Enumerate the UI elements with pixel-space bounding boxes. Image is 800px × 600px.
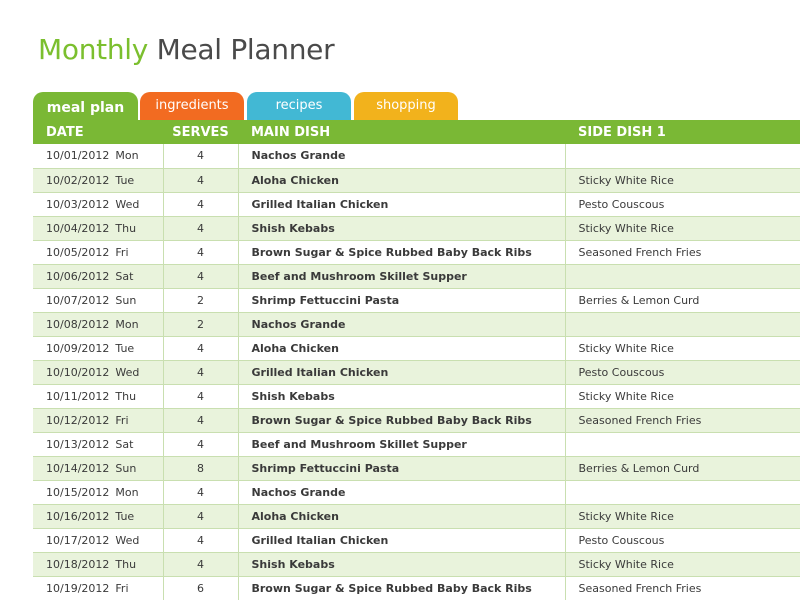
day-of-week: Tue bbox=[115, 173, 135, 187]
date-cell[interactable] bbox=[33, 264, 163, 288]
main-dish-cell[interactable]: Beef and Mushroom Skillet Supper bbox=[238, 264, 565, 288]
page-title-monthly: Monthly bbox=[38, 33, 149, 66]
serves-cell[interactable]: 6 bbox=[163, 576, 238, 600]
main-dish-cell[interactable]: Shrimp Fettuccini Pasta bbox=[238, 288, 565, 312]
date-value: 10/16/2012 bbox=[46, 509, 110, 523]
date-value: 10/14/2012 bbox=[46, 461, 110, 475]
serves-cell[interactable]: 2 bbox=[163, 312, 238, 336]
tab-ingredients[interactable]: ingredients bbox=[140, 92, 244, 120]
date-cell[interactable] bbox=[33, 456, 163, 480]
date-cell[interactable] bbox=[33, 216, 163, 240]
page-title bbox=[38, 30, 334, 70]
date-cell[interactable] bbox=[33, 168, 163, 192]
column-header-serves[interactable]: SERVES bbox=[163, 120, 238, 144]
table-row bbox=[33, 264, 800, 288]
date-cell[interactable] bbox=[33, 384, 163, 408]
date-cell[interactable] bbox=[33, 192, 163, 216]
serves-cell[interactable]: 4 bbox=[163, 216, 238, 240]
table-row bbox=[33, 336, 800, 360]
table-row bbox=[33, 192, 800, 216]
day-of-week: Fri bbox=[115, 245, 129, 259]
date-cell[interactable] bbox=[33, 312, 163, 336]
day-of-week: Tue bbox=[115, 341, 135, 355]
table-row bbox=[33, 384, 800, 408]
main-dish-cell[interactable]: Grilled Italian Chicken bbox=[238, 360, 565, 384]
date-cell[interactable] bbox=[33, 144, 163, 168]
day-of-week: Mon bbox=[115, 149, 139, 163]
column-header-side-dish-1[interactable]: SIDE DISH 1 bbox=[565, 120, 800, 144]
page-title-meal-planner: Meal Planner bbox=[156, 33, 335, 66]
side-dish-cell[interactable]: Sticky White Rice bbox=[565, 216, 800, 240]
main-dish-cell[interactable]: Aloha Chicken bbox=[238, 336, 565, 360]
column-header-main-dish[interactable]: MAIN DISH bbox=[238, 120, 565, 144]
side-dish-cell[interactable] bbox=[565, 144, 800, 168]
side-dish-cell[interactable]: Sticky White Rice bbox=[565, 384, 800, 408]
main-dish-cell[interactable]: Shish Kebabs bbox=[238, 216, 565, 240]
serves-cell[interactable]: 4 bbox=[163, 408, 238, 432]
date-cell[interactable] bbox=[33, 408, 163, 432]
table-row bbox=[33, 216, 800, 240]
day-of-week: Thu bbox=[115, 389, 137, 403]
side-dish-cell[interactable]: Sticky White Rice bbox=[565, 168, 800, 192]
day-of-week: Wed bbox=[115, 197, 140, 211]
date-cell[interactable] bbox=[33, 528, 163, 552]
date-cell[interactable] bbox=[33, 240, 163, 264]
serves-cell[interactable]: 2 bbox=[163, 288, 238, 312]
table-row bbox=[33, 432, 800, 456]
table-header-row bbox=[33, 120, 800, 144]
date-value: 10/03/2012 bbox=[46, 197, 110, 211]
main-dish-cell[interactable]: Shrimp Fettuccini Pasta bbox=[238, 456, 565, 480]
date-cell[interactable] bbox=[33, 504, 163, 528]
main-dish-cell[interactable]: Brown Sugar & Spice Rubbed Baby Back Ribs bbox=[238, 408, 565, 432]
date-value: 10/04/2012 bbox=[46, 221, 110, 235]
table-row bbox=[33, 528, 800, 552]
main-dish-cell[interactable]: Aloha Chicken bbox=[238, 504, 565, 528]
side-dish-cell[interactable]: Sticky White Rice bbox=[565, 336, 800, 360]
date-value: 10/01/2012 bbox=[46, 149, 110, 163]
day-of-week: Wed bbox=[115, 365, 140, 379]
table-row bbox=[33, 288, 800, 312]
main-dish-cell[interactable]: Shish Kebabs bbox=[238, 384, 565, 408]
serves-cell[interactable]: 4 bbox=[163, 264, 238, 288]
date-value: 10/17/2012 bbox=[46, 533, 110, 547]
date-value: 10/11/2012 bbox=[46, 389, 110, 403]
date-value: 10/02/2012 bbox=[46, 173, 110, 187]
side-dish-cell[interactable]: Seasoned French Fries bbox=[565, 576, 800, 600]
date-value: 10/13/2012 bbox=[46, 437, 110, 451]
serves-cell[interactable]: 4 bbox=[163, 360, 238, 384]
day-of-week: Thu bbox=[115, 221, 137, 235]
table-row bbox=[33, 408, 800, 432]
side-dish-cell[interactable] bbox=[565, 432, 800, 456]
day-of-week: Sat bbox=[115, 437, 134, 451]
day-of-week: Sat bbox=[115, 269, 134, 283]
serves-cell[interactable]: 4 bbox=[163, 336, 238, 360]
meal-plan-table bbox=[33, 120, 800, 600]
side-dish-cell[interactable]: Sticky White Rice bbox=[565, 504, 800, 528]
main-dish-cell[interactable]: Brown Sugar & Spice Rubbed Baby Back Ribs bbox=[238, 576, 565, 600]
side-dish-cell[interactable] bbox=[565, 480, 800, 504]
date-cell[interactable] bbox=[33, 480, 163, 504]
date-value: 10/07/2012 bbox=[46, 293, 110, 307]
table-row bbox=[33, 456, 800, 480]
date-value: 10/18/2012 bbox=[46, 557, 110, 571]
side-dish-cell[interactable]: Pesto Couscous bbox=[565, 192, 800, 216]
side-dish-cell[interactable]: Sticky White Rice bbox=[565, 552, 800, 576]
table-row bbox=[33, 552, 800, 576]
day-of-week: Tue bbox=[115, 509, 135, 523]
serves-cell[interactable]: 4 bbox=[163, 432, 238, 456]
serves-cell[interactable]: 4 bbox=[163, 552, 238, 576]
main-dish-cell[interactable]: Brown Sugar & Spice Rubbed Baby Back Ribs bbox=[238, 240, 565, 264]
column-header-date[interactable]: DATE bbox=[33, 120, 163, 144]
main-dish-cell[interactable]: Aloha Chicken bbox=[238, 168, 565, 192]
side-dish-cell[interactable]: Pesto Couscous bbox=[565, 528, 800, 552]
date-value: 10/10/2012 bbox=[46, 365, 110, 379]
date-value: 10/15/2012 bbox=[46, 485, 110, 499]
table-row bbox=[33, 144, 800, 168]
tab-recipes[interactable]: recipes bbox=[247, 92, 351, 120]
day-of-week: Mon bbox=[115, 485, 139, 499]
serves-cell[interactable]: 4 bbox=[163, 384, 238, 408]
main-dish-cell[interactable]: Grilled Italian Chicken bbox=[238, 192, 565, 216]
side-dish-cell[interactable]: Pesto Couscous bbox=[565, 360, 800, 384]
side-dish-cell[interactable]: Seasoned French Fries bbox=[565, 240, 800, 264]
day-of-week: Sun bbox=[115, 293, 137, 307]
table-row bbox=[33, 480, 800, 504]
table-row bbox=[33, 504, 800, 528]
date-cell[interactable] bbox=[33, 336, 163, 360]
table-row bbox=[33, 168, 800, 192]
date-cell[interactable] bbox=[33, 432, 163, 456]
date-value: 10/08/2012 bbox=[46, 317, 110, 331]
side-dish-cell[interactable]: Seasoned French Fries bbox=[565, 408, 800, 432]
side-dish-cell[interactable]: Berries & Lemon Curd bbox=[565, 456, 800, 480]
date-cell[interactable] bbox=[33, 576, 163, 600]
main-dish-cell[interactable]: Nachos Grande bbox=[238, 312, 565, 336]
day-of-week: Thu bbox=[115, 557, 137, 571]
date-value: 10/12/2012 bbox=[46, 413, 110, 427]
main-dish-cell[interactable]: Nachos Grande bbox=[238, 144, 565, 168]
main-dish-cell[interactable]: Grilled Italian Chicken bbox=[238, 528, 565, 552]
table-row bbox=[33, 360, 800, 384]
date-cell[interactable] bbox=[33, 360, 163, 384]
serves-cell[interactable]: 4 bbox=[163, 480, 238, 504]
main-dish-cell[interactable]: Nachos Grande bbox=[238, 480, 565, 504]
serves-cell[interactable]: 4 bbox=[163, 168, 238, 192]
day-of-week: Wed bbox=[115, 533, 140, 547]
serves-cell[interactable]: 4 bbox=[163, 504, 238, 528]
day-of-week: Fri bbox=[115, 413, 129, 427]
date-cell[interactable] bbox=[33, 552, 163, 576]
table-row bbox=[33, 576, 800, 600]
serves-cell[interactable]: 4 bbox=[163, 240, 238, 264]
table-row bbox=[33, 240, 800, 264]
side-dish-cell[interactable] bbox=[565, 264, 800, 288]
date-value: 10/19/2012 bbox=[46, 581, 110, 595]
serves-cell[interactable]: 4 bbox=[163, 144, 238, 168]
serves-cell[interactable]: 4 bbox=[163, 528, 238, 552]
side-dish-cell[interactable] bbox=[565, 312, 800, 336]
main-dish-cell[interactable]: Beef and Mushroom Skillet Supper bbox=[238, 432, 565, 456]
tab-meal-plan[interactable]: meal plan bbox=[33, 92, 138, 122]
main-dish-cell[interactable]: Shish Kebabs bbox=[238, 552, 565, 576]
serves-cell[interactable]: 8 bbox=[163, 456, 238, 480]
date-value: 10/09/2012 bbox=[46, 341, 110, 355]
date-value: 10/05/2012 bbox=[46, 245, 110, 259]
date-cell[interactable] bbox=[33, 288, 163, 312]
date-value: 10/06/2012 bbox=[46, 269, 110, 283]
day-of-week: Fri bbox=[115, 581, 129, 595]
day-of-week: Mon bbox=[115, 317, 139, 331]
serves-cell[interactable]: 4 bbox=[163, 192, 238, 216]
tab-shopping[interactable]: shopping bbox=[354, 92, 458, 120]
side-dish-cell[interactable]: Berries & Lemon Curd bbox=[565, 288, 800, 312]
table-row bbox=[33, 312, 800, 336]
day-of-week: Sun bbox=[115, 461, 137, 475]
